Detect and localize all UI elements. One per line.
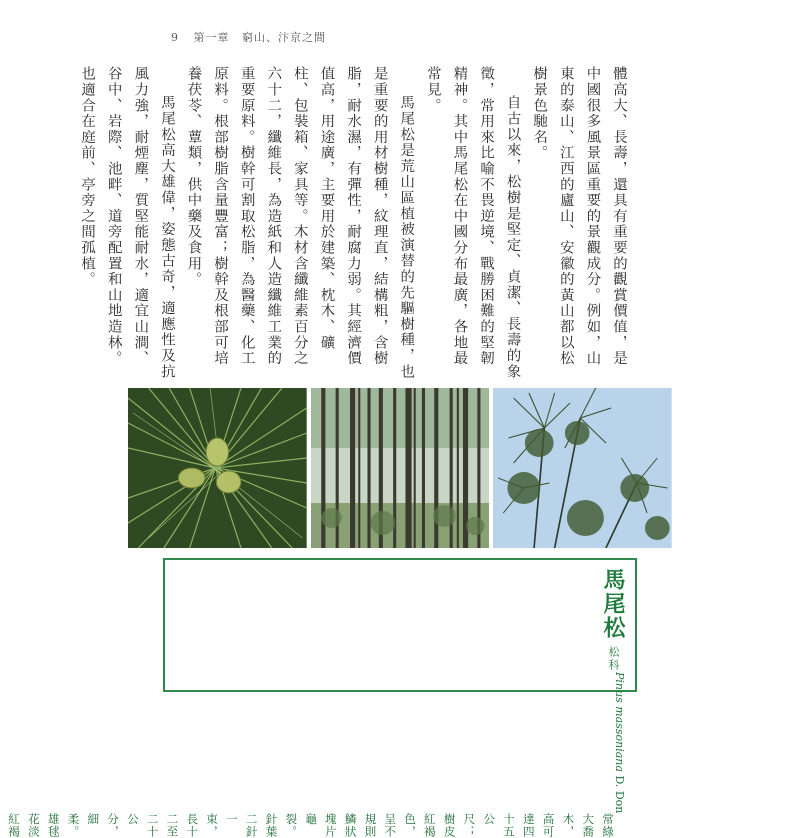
body-text bbox=[74, 66, 632, 381]
latin-author: D. Don bbox=[613, 775, 626, 814]
paragraph-2: 自古以來，松樹是堅定、貞潔、長壽的象徵，常用來比喻不畏逆境、戰勝困難的堅韌精神。其中馬尾松在中國分布最廣，各地最常見。 bbox=[424, 66, 521, 380]
pine-cone-photo bbox=[128, 388, 307, 548]
species-family: 松科 bbox=[607, 646, 620, 672]
species-description: 常綠大喬木，高可達四十五公尺；樹皮紅褐色，呈不規則鱗狀塊片龜裂。針葉二針一束，長十二至二十公分，細柔。雄毬花淡紅褐 bbox=[7, 813, 615, 838]
pine-branch-sky-photo bbox=[493, 388, 672, 548]
species-name: 馬尾松 bbox=[600, 568, 626, 640]
paragraph-1: 體高大、長壽，還具有重要的觀賞價值，是中國很多風景區重要的景觀成分。例如，山東的泰山、江西的廬山、安徽的黃山都以松樹景色馳名。 bbox=[531, 66, 627, 367]
species-latin-name bbox=[0, 672, 627, 813]
pine-forest-photo bbox=[311, 388, 490, 548]
chapter-label: 第一章 bbox=[193, 31, 230, 44]
species-info-content bbox=[0, 568, 627, 838]
species-title bbox=[0, 568, 627, 672]
page-number: 9 bbox=[171, 31, 179, 44]
species-info-box bbox=[7, 558, 637, 838]
chapter-title: 窮山、汴京之間 bbox=[242, 31, 326, 44]
paragraph-4: 馬尾松高大雄偉，姿態古奇，適應性及抗風力強，耐煙塵，質堅能耐水，適宜山澗、谷中、岩際、池畔、道旁配置和山地造林。也適合在庭前、亭旁之間孤植。 bbox=[79, 66, 175, 380]
photo-strip bbox=[128, 388, 672, 548]
page-header bbox=[171, 29, 326, 45]
paragraph-3: 馬尾松是荒山區植被演替的先驅樹種，也是重要的用材樹種，紋理直，結構粗，含樹脂，耐水濕，有彈性，耐腐力弱。其經濟價值高，用途廣，主要用於建築、枕木、礦柱、包裝箱、家具等。木材含纖維素百分之六十二，纖維長，為造紙和人造纖維工業的重要原料。樹幹可割取松脂，為醫藥、化工原料。根部樹脂含量豐富；樹幹及根部可培養茯苓、蕈類，供中藥及食用。 bbox=[185, 66, 415, 380]
latin-binomial: Pinus massoniana bbox=[613, 672, 626, 772]
